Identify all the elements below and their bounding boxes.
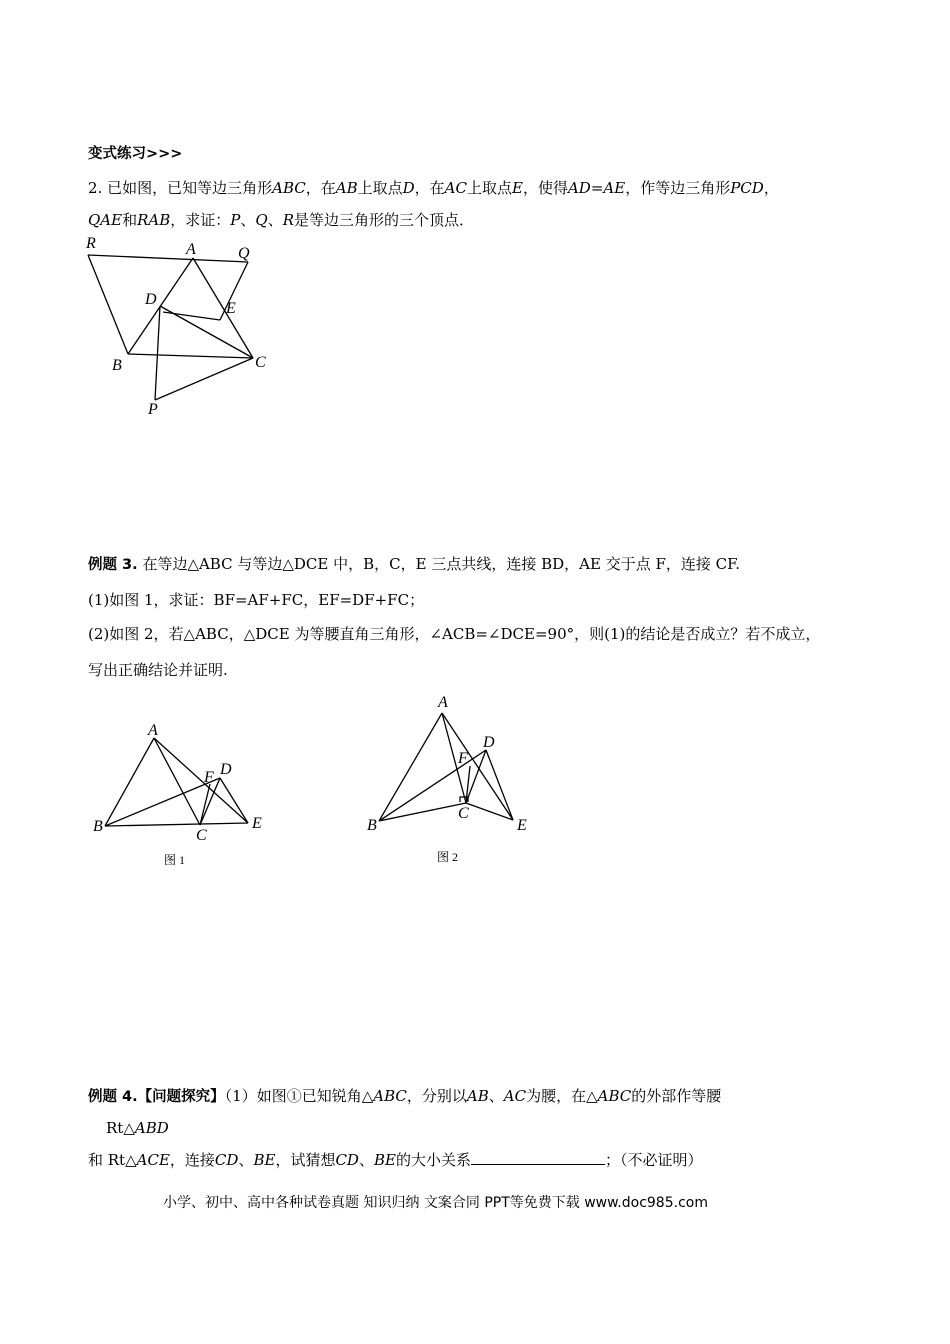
fig2-label-F: F — [458, 750, 468, 767]
q2-line2: QAE和RAB，求证：P、Q、R是等边三角形的三个顶点． — [88, 211, 475, 229]
ex4-title: 例题 4. — [88, 1089, 138, 1105]
label-C: C — [255, 354, 266, 371]
label-B: B — [112, 357, 122, 374]
ex3-line4: 写出正确结论并证明. — [88, 661, 228, 679]
section-heading: 变式练习>>> — [88, 146, 183, 162]
fig1-label-C: C — [196, 827, 207, 844]
fig1-label-E: E — [252, 815, 262, 832]
label-E: E — [226, 300, 236, 317]
label-R: R — [86, 235, 96, 252]
fig1-label-D: D — [220, 761, 232, 778]
ex3-line2: (1)如图 1，求证：BF=AF+FC，EF=DF+FC； — [88, 591, 425, 609]
ex3-title: 例题 3. — [88, 557, 138, 573]
fig1-label-F: F — [204, 769, 214, 786]
fig2-label-B: B — [367, 817, 377, 834]
label-D: D — [145, 291, 157, 308]
ex4-line2: Rt△ABD — [106, 1119, 169, 1137]
fig2-label-A: A — [438, 694, 448, 711]
label-Q: Q — [238, 245, 250, 262]
fig1-label-B: B — [93, 818, 103, 835]
fig1-caption: 图 1 — [164, 853, 186, 867]
label-P: P — [148, 401, 158, 418]
fig2-label-C: C — [458, 805, 469, 822]
answer-blank[interactable] — [471, 1150, 605, 1165]
fig2-caption: 图 2 — [437, 850, 459, 864]
ex4-line3: 和 Rt△ACE，连接CD、BE，试猜想CD、BE的大小关系 ；（不必证明） — [88, 1151, 703, 1169]
ex3-line1: 例题 3. 在等边△ABC 与等边△DCE 中，B，C，E 三点共线，连接 BD，AE 交于点 F，连接 CF. — [88, 555, 740, 573]
fig2-label-D: D — [483, 734, 495, 751]
fig1-label-A: A — [148, 722, 158, 739]
fig2-label-E: E — [517, 817, 527, 834]
q2-line1: 2. 已如图，已知等边三角形ABC，在AB上取点D，在AC上取点E，使得AD=AE，作等边三角形PCD， — [88, 179, 779, 197]
label-A: A — [186, 241, 196, 258]
ex4-line1: 例题 4.【问题探究】（1）如图①已知锐角△ABC，分别以AB、AC为腰，在△ABC的外部作等腰 — [88, 1087, 722, 1105]
page-footer: 小学、初中、高中各种试卷真题 知识归纳 文案合同 PPT等免费下载 www.doc985.com — [163, 1195, 708, 1211]
ex3-line3: (2)如图 2，若△ABC，△DCE 为等腰直角三角形，∠ACB=∠DCE=90°，则(1)的结论是否成立？若不成立， — [88, 625, 821, 643]
